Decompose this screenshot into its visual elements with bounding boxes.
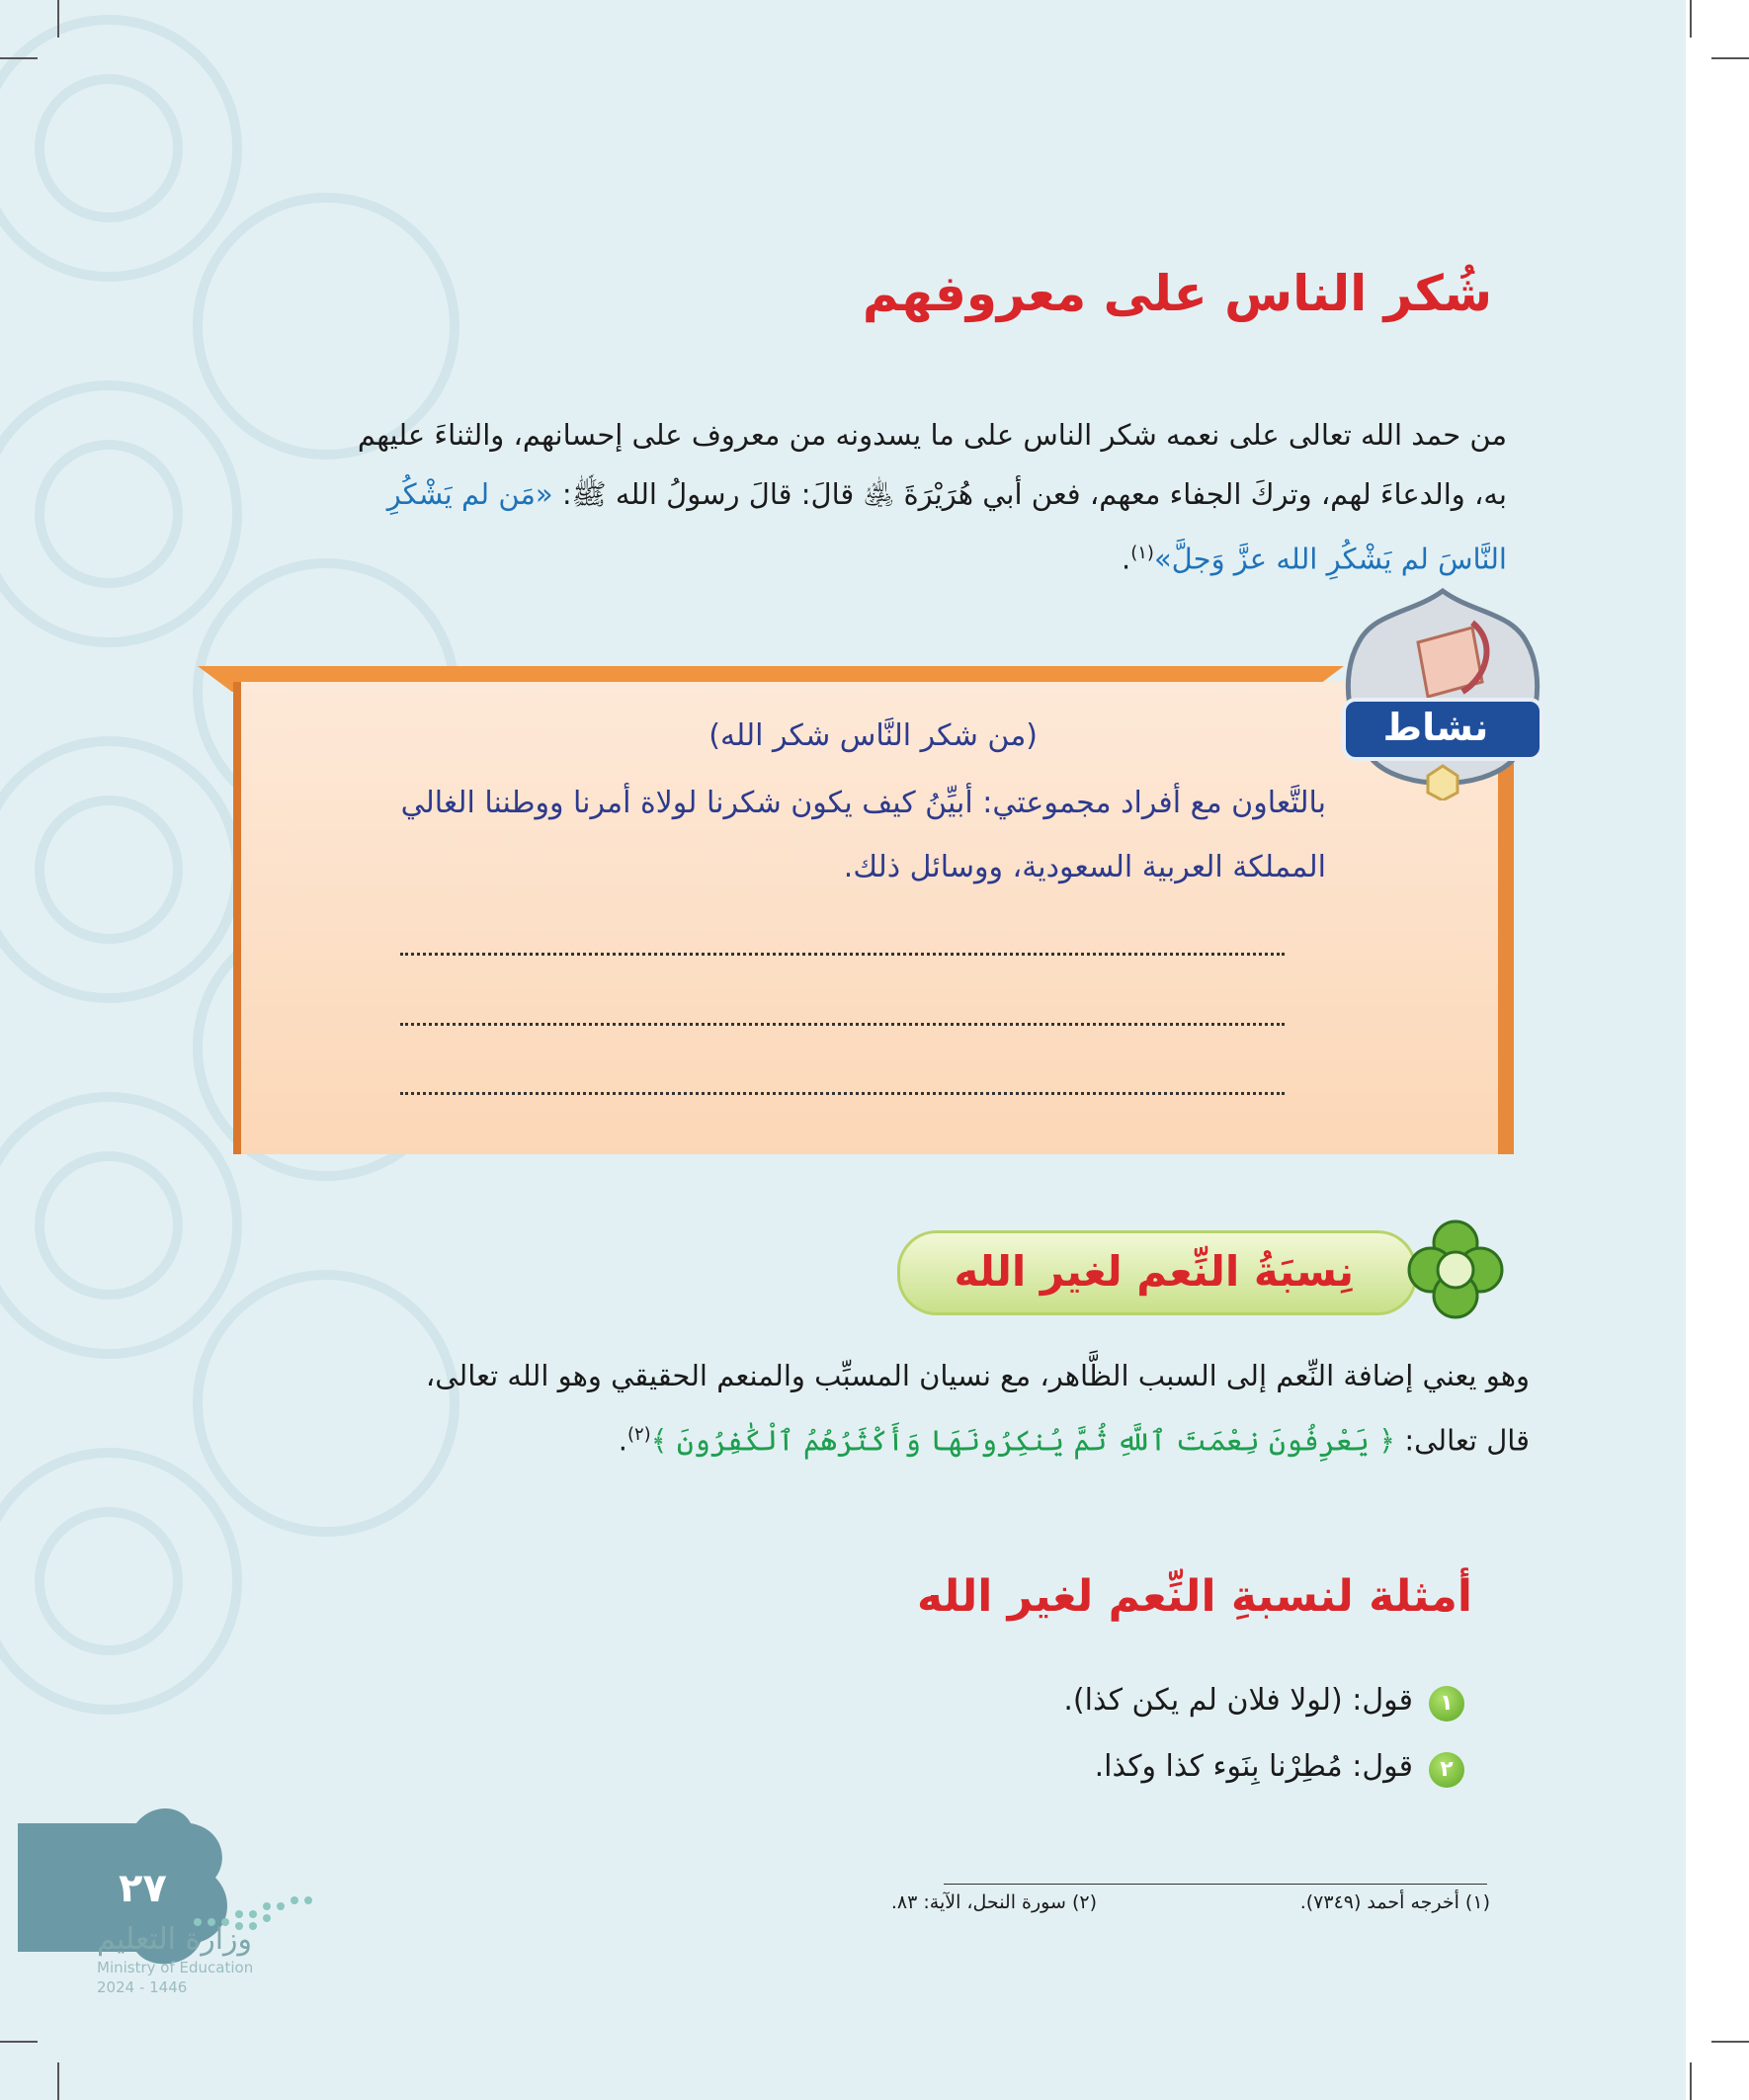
paragraph-line xyxy=(215,1405,1530,1470)
example-item: قول: مُطِرْنا بِنَوء كذا وكذا. xyxy=(1094,1749,1413,1784)
paragraph-line: وهو يعني إضافة النِّعم إلى السبب الظَّاهر، مع نسيان المسبِّب والمنعم الحقيقي وهو الله تعالى، xyxy=(425,1359,1530,1392)
clover-ornament-icon xyxy=(1401,1218,1510,1322)
example-number-badge: ٢ xyxy=(1429,1752,1464,1788)
answer-line[interactable] xyxy=(400,953,1285,956)
section-title-examples: أمثلة لنسبةِ النِّعم لغير الله xyxy=(917,1571,1472,1622)
section-title-attributing-blessings: نِسبَةُ النِّعم لغير الله xyxy=(954,1247,1354,1296)
crop-mark xyxy=(0,2041,38,2043)
footnote-divider xyxy=(944,1884,1487,1885)
footnote-2: (٢) سورة النحل، الآية: ٨٣. xyxy=(890,1891,1097,1913)
edition-year: 2024 - 1446 xyxy=(97,1978,188,1996)
footnote-ref: (٢) xyxy=(626,1424,651,1445)
answer-line[interactable] xyxy=(400,1023,1285,1026)
quran-verse: ﴿ يَعْرِفُونَ نِعْمَتَ ٱللَّهِ ثُمَّ يُنكِرُونَهَا وَأَكْثَرُهُمُ ٱلْكَٰفِرُونَ ﴾ xyxy=(650,1423,1396,1458)
answer-line[interactable] xyxy=(400,1092,1285,1095)
ministry-logo-arabic: وزارة التعليم xyxy=(97,1922,253,1957)
crop-mark xyxy=(1711,2041,1749,2043)
page-number: ٢٧ xyxy=(119,1866,167,1911)
section-title-thanking-people: شُكر الناس على معروفهم xyxy=(862,265,1492,322)
crop-mark xyxy=(1690,2062,1692,2100)
section2-paragraph xyxy=(215,1346,1530,1470)
section1-paragraph xyxy=(222,405,1507,589)
paragraph-line: من حمد الله تعالى على نعمه شكر الناس على ما يسدونه من معروف على إحسانهم، والثناءَ عليهم xyxy=(357,418,1507,452)
example-number-badge: ١ xyxy=(1429,1686,1464,1722)
activity-badge-label: نشاط xyxy=(1382,706,1489,749)
ministry-logo-english: Ministry of Education xyxy=(97,1959,254,1976)
paragraph-line xyxy=(222,524,1507,589)
activity-instructions xyxy=(259,771,1326,899)
hadith-text: النَّاسَ لم يَشْكُرِ الله عزَّ وَجلَّ» xyxy=(1153,542,1507,576)
hadith-text: «مَن لم يَشْكُرِ xyxy=(386,477,553,511)
activity-badge-icon xyxy=(1324,583,1561,800)
crop-mark xyxy=(0,57,38,59)
paragraph-text: قال تعالى: xyxy=(1395,1423,1530,1458)
crop-mark xyxy=(1711,57,1749,59)
crop-mark xyxy=(57,2062,59,2100)
example-item: قول: (لولا فلان لم يكن كذا). xyxy=(1063,1683,1413,1718)
paragraph-line xyxy=(222,464,1507,524)
activity-line: المملكة العربية السعودية، ووسائل ذلك. xyxy=(843,850,1326,884)
activity-line: بالتَّعاون مع أفراد مجموعتي: أبيِّنُ كيف يكون شكرنا لولاة أمرنا ووطننا الغالي xyxy=(400,786,1326,820)
paragraph-text: به، والدعاءَ لهم، وتركَ الجفاء معهم، فعن أبي هُرَيْرَةَ ﵁ قالَ: قالَ رسولُ الله ﷺ: xyxy=(552,477,1507,511)
end-mark: . xyxy=(1121,542,1131,576)
footnote-1: (١) أخرجه أحمد (٧٣٤٩). xyxy=(1299,1891,1490,1913)
activity-title: (من شكر النَّاس شكر الله) xyxy=(708,718,1038,753)
crop-mark xyxy=(1690,0,1692,38)
end-mark: . xyxy=(618,1423,627,1458)
footnote-ref: (١) xyxy=(1130,543,1154,563)
crop-mark xyxy=(57,0,59,38)
